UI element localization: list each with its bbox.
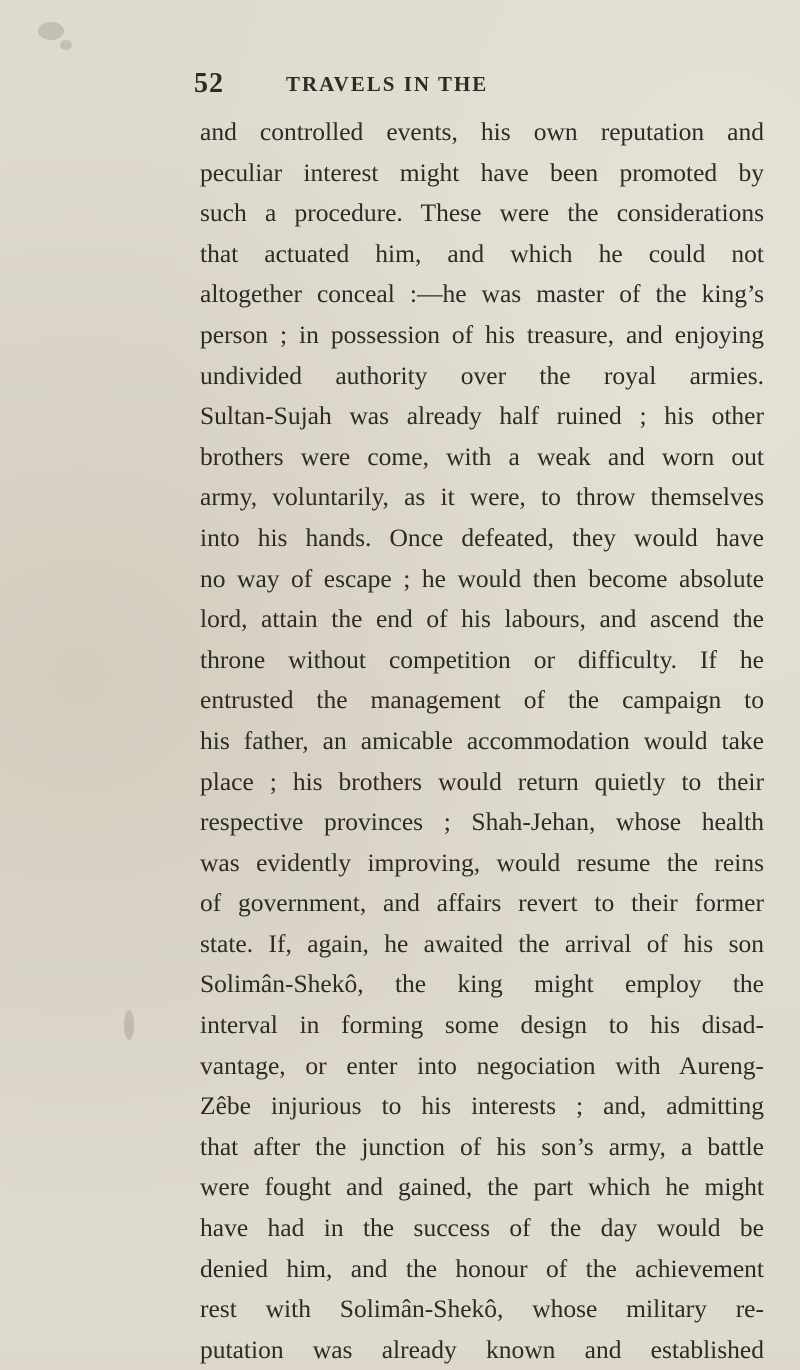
text-line: and controlled events, his own reputation and xyxy=(200,117,764,146)
text-line: his father, an amicable accommodation would take xyxy=(200,725,764,755)
paper-stain xyxy=(124,1010,134,1040)
text-line: place ; his brothers would return quietly to their xyxy=(200,766,764,796)
body-text xyxy=(200,112,764,1370)
text-line: denied him, and the honour of the achievement xyxy=(200,1253,764,1283)
text-line: army, voluntarily, as it were, to throw themselves xyxy=(200,482,764,512)
text-line: putation was already known and established xyxy=(200,1334,764,1364)
text-line: Zêbe injurious to his interests ; and, admitting xyxy=(200,1091,764,1121)
text-line: interval in forming some design to his disad- xyxy=(200,1010,764,1040)
page-number: 52 xyxy=(194,68,224,99)
text-line: respective provinces ; Shah-Jehan, whose health xyxy=(200,807,764,837)
paper-stain xyxy=(38,22,64,40)
text-line: person ; in possession of his treasure, and enjoying xyxy=(200,319,764,349)
text-line: of government, and affairs revert to their former xyxy=(200,888,764,918)
text-line: were fought and gained, the part which he might xyxy=(200,1172,764,1202)
text-line: peculiar interest might have been promoted by xyxy=(200,157,764,187)
running-head: TRAVELS IN THE xyxy=(286,72,489,96)
text-line: brothers were come, with a weak and worn out xyxy=(200,441,764,471)
text-line: altogether conceal :—he was master of the king’s xyxy=(200,279,764,309)
text-line: that after the junction of his son’s army, a battle xyxy=(200,1131,764,1161)
text-line: state. If, again, he awaited the arrival of his son xyxy=(200,928,764,958)
text-line: no way of escape ; he would then become absolute xyxy=(200,563,764,593)
text-line: such a procedure. These were the considerations xyxy=(200,198,764,228)
text-line: that actuated him, and which he could not xyxy=(200,238,764,268)
text-line: lord, attain the end of his labours, and ascend the xyxy=(200,604,764,634)
text-line: throne without competition or difficulty. If he xyxy=(200,644,764,674)
text-line: vantage, or enter into negociation with Aureng- xyxy=(200,1050,764,1080)
paper-stain xyxy=(60,40,72,50)
text-line: entrusted the management of the campaign to xyxy=(200,685,764,715)
text-line: rest with Solimân-Shekô, whose military re- xyxy=(200,1294,764,1324)
text-line: Sultan-Sujah was already half ruined ; his other xyxy=(200,401,764,431)
text-line: Solimân-Shekô, the king might employ the xyxy=(200,969,764,999)
text-line: undivided authority over the royal armies. xyxy=(200,360,764,390)
page-header xyxy=(194,68,754,102)
text-line: was evidently improving, would resume the reins xyxy=(200,847,764,877)
text-line: have had in the success of the day would be xyxy=(200,1213,764,1243)
text-line: into his hands. Once defeated, they would have xyxy=(200,522,764,552)
